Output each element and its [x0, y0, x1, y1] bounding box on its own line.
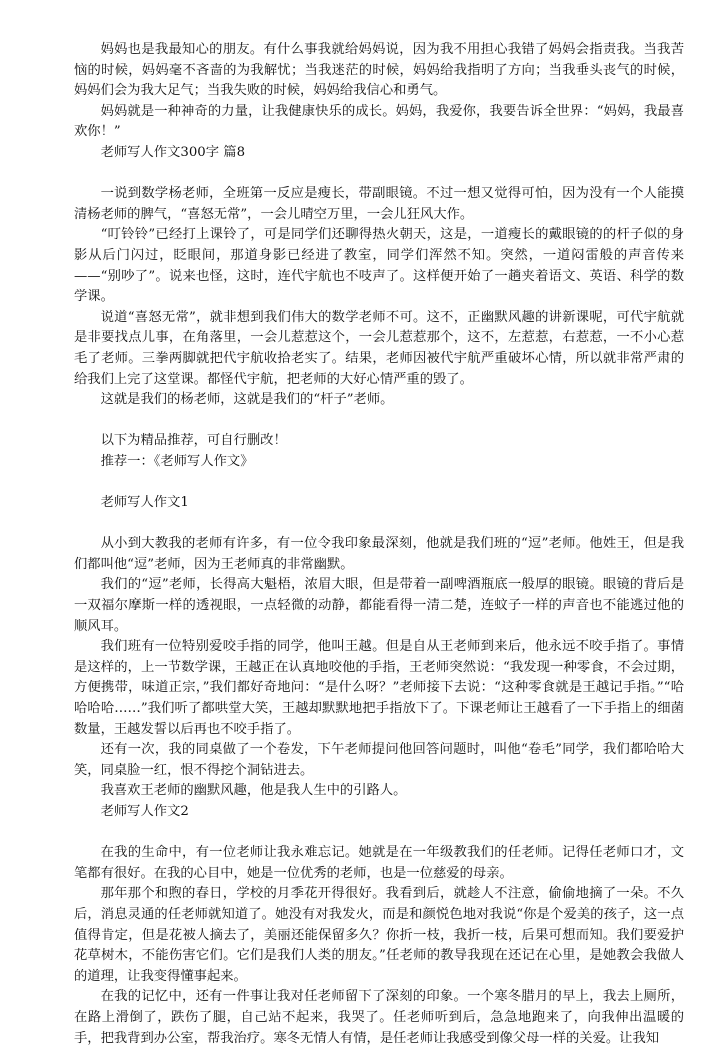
paragraph: 我们班有一位特别爱咬手指的同学，他叫王越。但是自从王老师到来后，他永远不咬手指了。事情是这样的，上一节数学课，王越正在认真地咬他的手指，王老师突然说：“我发现一种零食，不会过期，方便携带，味道正宗，”我们都好奇地问：“是什么呀？”老师接下去说：“这种零食就是王越记手指。”“哈哈哈哈……”我们听了都哄堂大笑，王越却默默地把手指放下了。下课老师让王越看了一下手指上的细菌数量，王越发誓以后再也不咬手指了。 — [74, 639, 684, 737]
paragraph: 一说到数学杨老师，全班第一反应是瘦长，带副眼镜。不过一想又觉得可怕，因为没有一个人能摸清杨老师的脾气，“喜怒无常”，一会儿晴空万里，一会儿狂风大作。 — [74, 186, 684, 222]
paragraph: 这就是我们的杨老师，这就是我们的“杆子”老师。 — [100, 392, 394, 408]
document-body — [74, 40, 684, 1049]
spacer — [74, 472, 684, 493]
paragraph: 我喜欢王老师的幽默风趣，他是我人生中的引路人。 — [100, 783, 407, 799]
paragraph: 在我的生命中，有一位老师让我永难忘记。她就是在一年级教我们的任老师。记得任老师口才，文笔都有很好。在我的心目中，她是一位优秀的老师，也是一位慈爱的母亲。 — [74, 845, 684, 881]
paragraph: 我们的“逗”老师，长得高大魁梧，浓眉大眼，但是带着一副啤酒瓶底一般厚的眼镜。眼镜的背后是一双福尔摩斯一样的透视眼，一点轻微的动静，都能看得一清二楚，连蚊子一样的声音也不能逃过他的顺风耳。 — [74, 577, 684, 634]
paragraph: “叮铃铃”已经打上课铃了，可是同学们还聊得热火朝天，这是，一道瘦长的戴眼镜的的杆子似的身影从后门闪过，眨眼间，那道身影已经进了教室，同学们浑然不知。突然，一道闷雷般的声音传来——“别吵了”。说来也怪，这时，连代宇航也不吱声了。这样便开始了一趟夹着语文、英语、科学的数学课。 — [74, 227, 684, 305]
spacer — [74, 823, 684, 844]
spacer — [74, 411, 684, 432]
paragraph: 在我的记忆中，还有一件事让我对任老师留下了深刻的印象。一个寒冬腊月的早上，我去上厕所，在路上滑倒了，跌伤了腿，自己站不起来，我哭了。任老师听到后，急急地跑来了，向我伸出温暖的手，把我背到办公室，帮我治疗。寒冬无情人有情，是任老师让我感受到像父母一样的关爱。让我知 — [74, 989, 684, 1046]
recommendation-note: 以下为精品推荐，可自行删改！ — [100, 433, 287, 449]
section-heading: 老师写人作文300字 篇8 — [100, 144, 246, 160]
paragraph: 说道“喜怒无常”，就非想到我们伟大的数学老师不可。这不，正幽默风趣的讲新课呢，可代宇航就是非要找点儿事，在角落里，一会儿惹惹这个，一会儿惹惹那个，这不，左惹惹，右惹惹，一不小心惹毛了老师。三拳两脚就把代宇航收拾老实了。结果，老师因被代宇航严重破坏心情，所以就非常严肃的给我们上完了这堂课。都怪代宇航，把老师的大好心情严重的毁了。 — [74, 309, 684, 387]
section-heading: 老师写人作文1 — [100, 495, 189, 511]
spacer — [74, 164, 684, 185]
paragraph: 妈妈就是一种神奇的力量，让我健康快乐的成长。妈妈，我爱你，我要告诉全世界：“妈妈，我最喜欢你！” — [74, 103, 684, 140]
paragraph: 妈妈也是我最知心的朋友。有什么事我就给妈妈说，因为我不用担心我错了妈妈会指责我。当我苦恼的时候，妈妈毫不吝啬的为我解忧；当我迷茫的时候，妈妈给我指明了方向；当我垂头丧气的时候，妈妈们会为我大足气；当我失败的时候，妈妈给我信心和勇气。 — [74, 42, 684, 99]
paragraph: 从小到大教我的老师有许多，有一位令我印象最深刻，他就是我们班的“逗”老师。他姓王，但是我们都叫他“逗”老师，因为王老师真的非常幽默。 — [74, 536, 684, 572]
spacer — [74, 514, 684, 535]
section-heading: 老师写人作文2 — [100, 803, 189, 819]
recommendation-title: 推荐一：《老师写人作文》 — [100, 453, 254, 469]
paragraph: 还有一次，我的同桌做了一个卷发，下午老师提问他回答问题时，叫他“卷毛”同学，我们都哈哈大笑，同桌脸一红，恨不得挖个洞钻进去。 — [74, 742, 684, 778]
paragraph: 那年那个和煦的春日，学校的月季花开得很好。我看到后，就趁人不注意，偷偷地摘了一朵。不久后，消息灵通的任老师就知道了。她没有对我发火，而是和颜悦色地对我说“你是个爱美的孩子，这一点值得肯定，但是花被人摘去了，美丽还能保留多久？你折一枝，我折一枝，后果可想而知。我们要爱护花草树木，不能伤害它们。它们是我们人类的朋友。”任老师的教导我现在还记在心里，是她教会我做人的道理，让我变得懂事起来。 — [74, 886, 684, 984]
